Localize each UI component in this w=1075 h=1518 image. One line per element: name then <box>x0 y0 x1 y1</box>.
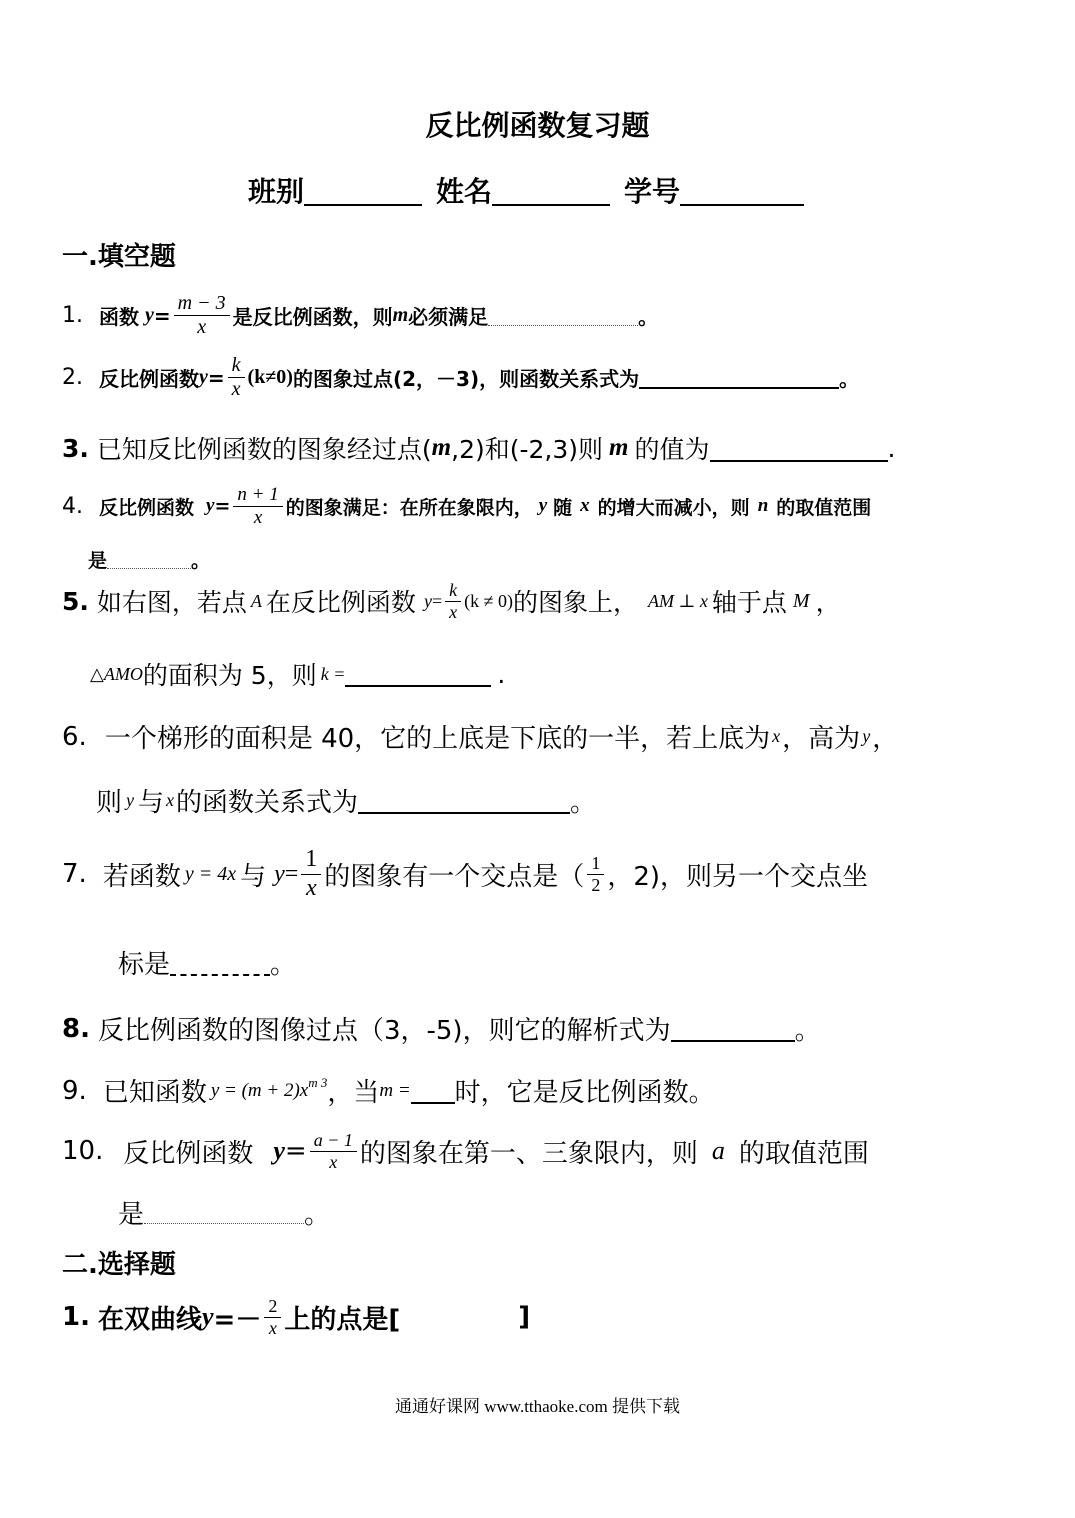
fraction: $\frac{a - 1}{x}$ <box>310 1130 357 1172</box>
class-blank[interactable] <box>304 174 422 206</box>
question-5-line2: △AMO 的面积为 5，则 k = . <box>90 659 506 690</box>
question-10: 10. 反比例函数 y = $\frac{a - 1}{x}$ 的图象在第一、三象限内，则 a 的取值范围 <box>62 1130 869 1172</box>
choice-question-1: 1. 在双曲线 y =－ $\frac{2}{x}$ 上的点是[ ] <box>62 1296 531 1338</box>
student-info-row <box>248 170 804 210</box>
question-1: 1. 函数 y = $\frac{m - 3}{x}$ 是反比例函数，则 m 必须满足 。 <box>62 292 659 338</box>
answer-blank[interactable] <box>358 788 570 814</box>
footer-text: 通通好课网 www.tthaoke.com 提供下载 <box>394 1397 681 1416</box>
section-choice-heading: 二.选择题 <box>62 1250 176 1280</box>
id-label: 学号 <box>624 175 681 208</box>
section-fill-blank-heading: 一.填空题 <box>62 242 176 272</box>
question-2: 2. 反比例函数 y = $\frac{k}{x}$ (k≠0) 的图象过点(2，－3)，则函数关系式为 。 <box>62 354 860 400</box>
question-3: 3. 已知反比例函数的图象经过点( m ,2)和(-2,3)则 m 的值为 . <box>62 433 896 464</box>
id-blank[interactable] <box>680 174 804 206</box>
name-blank[interactable] <box>492 174 610 206</box>
page-title: 反比例函数复习题 <box>425 109 650 142</box>
answer-blank[interactable] <box>671 1016 795 1042</box>
fraction: $\frac{1}{x}$ <box>301 846 321 902</box>
answer-blank[interactable] <box>639 367 839 389</box>
fraction-half: $\frac{1}{2}$ <box>587 853 604 895</box>
question-9: 9. 已知函数 y = (m + 2)x $^{m 3}$ ，当 m = 时，它是反比例函数。 <box>62 1074 715 1108</box>
answer-blank[interactable] <box>488 305 638 326</box>
question-4: 4. 反比例函数 y = $\frac{n + 1}{x}$ 的图象满足：在所在象限内， y 随 x 的增大而减小，则 n 的取值范围 <box>62 484 872 528</box>
fraction: $\frac{m - 3}{x}$ <box>174 292 230 339</box>
class-label: 班别 <box>248 175 305 208</box>
question-6: 6. 一个梯形的面积是 40，它的上底是下底的一半，若上底为 x ，高为 y ， <box>62 721 899 754</box>
answer-blank[interactable] <box>710 434 888 462</box>
question-10-line2: 是 。 <box>118 1200 331 1230</box>
question-7: 7. 若函数 y = 4x 与 y = $\frac{1}{x}$ 的图象有一个交点是（ $\frac{1}{2}$ ，2)，则另一个交点坐 <box>62 846 868 901</box>
answer-blank[interactable] <box>170 950 270 976</box>
question-4-line2: 是 。 <box>88 550 211 572</box>
answer-blank[interactable] <box>107 550 191 569</box>
fraction: $\frac{2}{x}$ <box>264 1296 281 1338</box>
fraction: $\frac{n + 1}{x}$ <box>233 484 282 529</box>
fraction: $\frac{k}{x}$ <box>228 354 245 401</box>
question-6-line2: 则 y 与 x 的函数关系式为 。 <box>96 788 597 818</box>
answer-blank[interactable] <box>345 661 491 687</box>
question-5: 5. 如右图，若点 A 在反比例函数 y = $\frac{k}{x}$ (k ≠ 0) 的图象上， AM ⊥ x 轴于点 M ， <box>62 580 841 622</box>
name-label: 姓名 <box>436 175 493 208</box>
question-7-line2: 标是 。 <box>118 950 297 980</box>
fraction: $\frac{k}{x}$ <box>445 580 461 622</box>
answer-blank[interactable] <box>144 1201 304 1224</box>
question-8: 8. 反比例函数的图像过点（3，-5)，则它的解析式为 。 <box>62 1013 821 1046</box>
answer-blank[interactable] <box>411 1078 455 1104</box>
